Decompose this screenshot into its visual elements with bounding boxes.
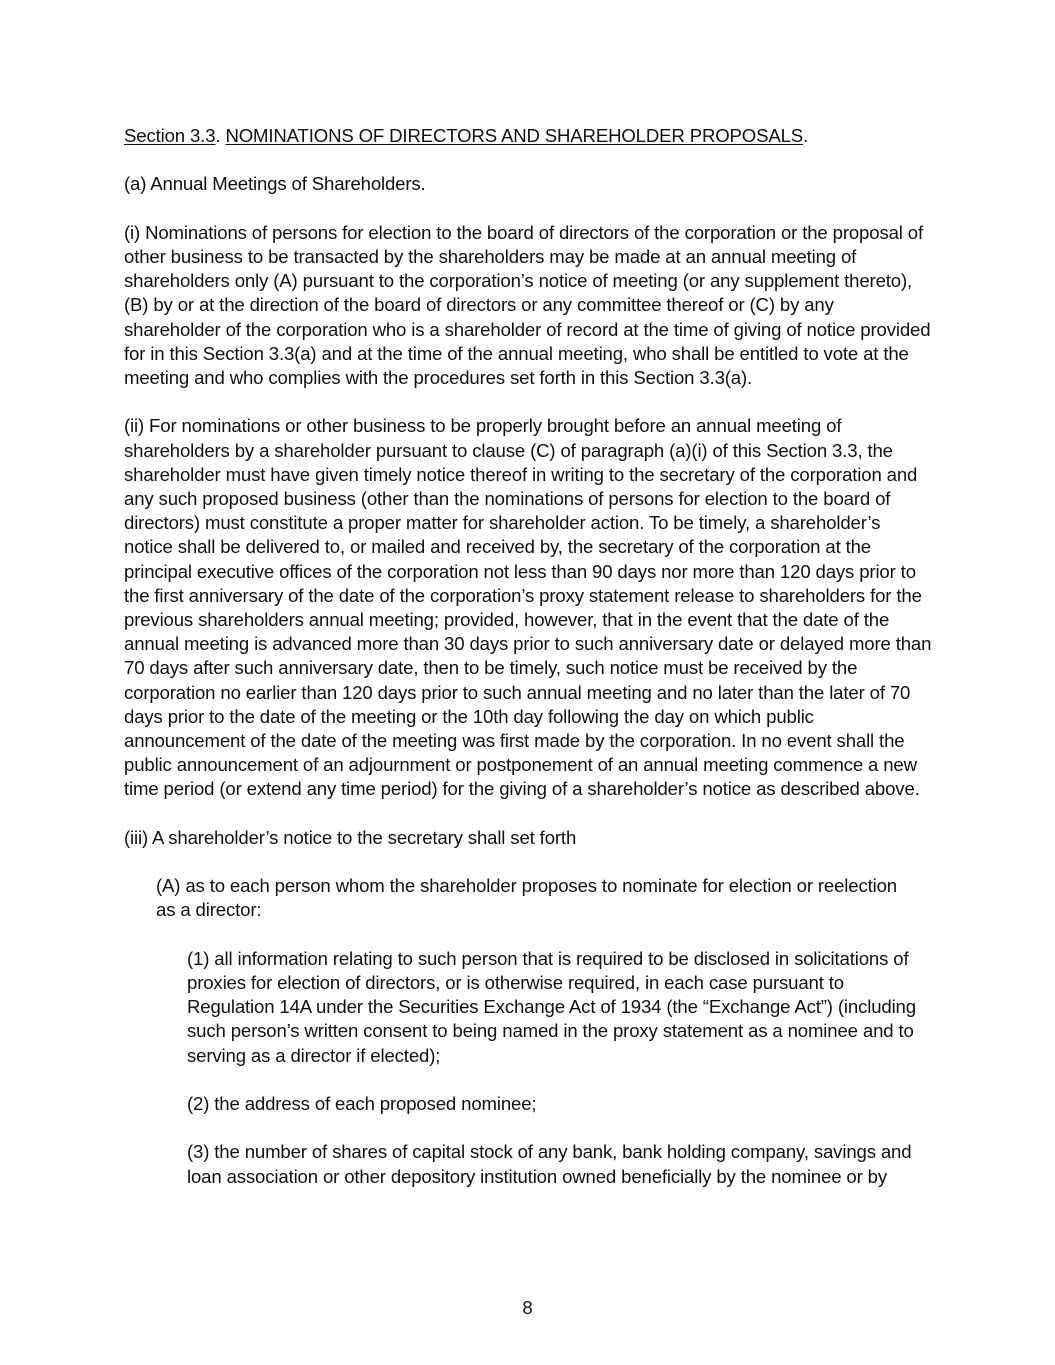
section-separator: . bbox=[215, 125, 226, 146]
item-3: (3) the number of shares of capital stock of any bank, bank holding company, savings and loan association or other depository institution owned beneficially by the nominee or by bbox=[187, 1141, 912, 1187]
section-heading bbox=[124, 124, 932, 148]
section-label: Section 3.3 bbox=[124, 125, 216, 146]
paragraph-i: (i) Nominations of persons for election to the board of directors of the corporation or the proposal of other business to be transacted by the shareholders may be made at an annual meeting of shareholders only (A) pursuant to the corporation’s notice of meeting (or any supplement thereto), (B) by or at the direction of the board of directors or any committee thereof or (C) by any shareholder of the corporation who is a shareholder of record at the time of giving of notice provided for in this Section 3.3(a) and at the time of the annual meeting, who shall be entitled to vote at the meeting and who complies with the procedures set forth in this Section 3.3(a). bbox=[124, 221, 931, 388]
clause-a: (A) as to each person whom the shareholder proposes to nominate for election or reelection as a director: bbox=[156, 875, 898, 921]
section-end: . bbox=[803, 125, 809, 146]
paragraph-ii: (ii) For nominations or other business to be properly brought before an annual meeting of shareholders by a shareholder pursuant to clause (C) of paragraph (a)(i) of this Section 3.3, the shareholder must have given timely notice thereof in writing to the secretary of the corporation and any such proposed business (other than the nominations of persons for election to the board of directors) must constitute a proper matter for shareholder action. To be timely, a shareholder’s notice shall be delivered to, or mailed and received by, the secretary of the corporation at the principal executive offices of the corporation not less than 90 days nor more than 120 days prior to the first anniversary of the date of the corporation’s proxy statement release to shareholders for the previous shareholders annual meeting; provided, however, that in the event that the date of the annual meeting is advanced more than 30 days prior to such anniversary date or delayed more than 70 days after such anniversary date, then to be timely, such notice must be received by the corporation no earlier than 120 days prior to such annual meeting and no later than the later of 70 days prior to the date of the meeting or the 10th day following the day on which public announcement of the date of the meeting was first made by the corporation. In no event shall the public announcement of an adjournment or postponement of an annual meeting commence a new time period (or extend any time period) for the giving of a shareholder’s notice as described above. bbox=[124, 415, 932, 800]
document-body bbox=[124, 124, 932, 1213]
section-title: NOMINATIONS OF DIRECTORS AND SHAREHOLDER PROPOSALS bbox=[225, 125, 804, 146]
item-2: (2) the address of each proposed nominee; bbox=[187, 1093, 537, 1115]
paragraph-iii: (iii) A shareholder’s notice to the secretary shall set forth bbox=[124, 826, 577, 848]
page-number: 8 bbox=[522, 1297, 533, 1318]
subsection-a-heading: (a) Annual Meetings of Shareholders. bbox=[124, 173, 426, 195]
item-1: (1) all information relating to such person that is required to be disclosed in solicitations of proxies for election of directors, or is otherwise required, in each case pursuant to Regulation 14A under the Securities Exchange Act of 1934 (the “Exchange Act”) (including such person’s written consent to being named in the proxy statement as a nominee and to serving as a director if elected); bbox=[187, 947, 916, 1066]
